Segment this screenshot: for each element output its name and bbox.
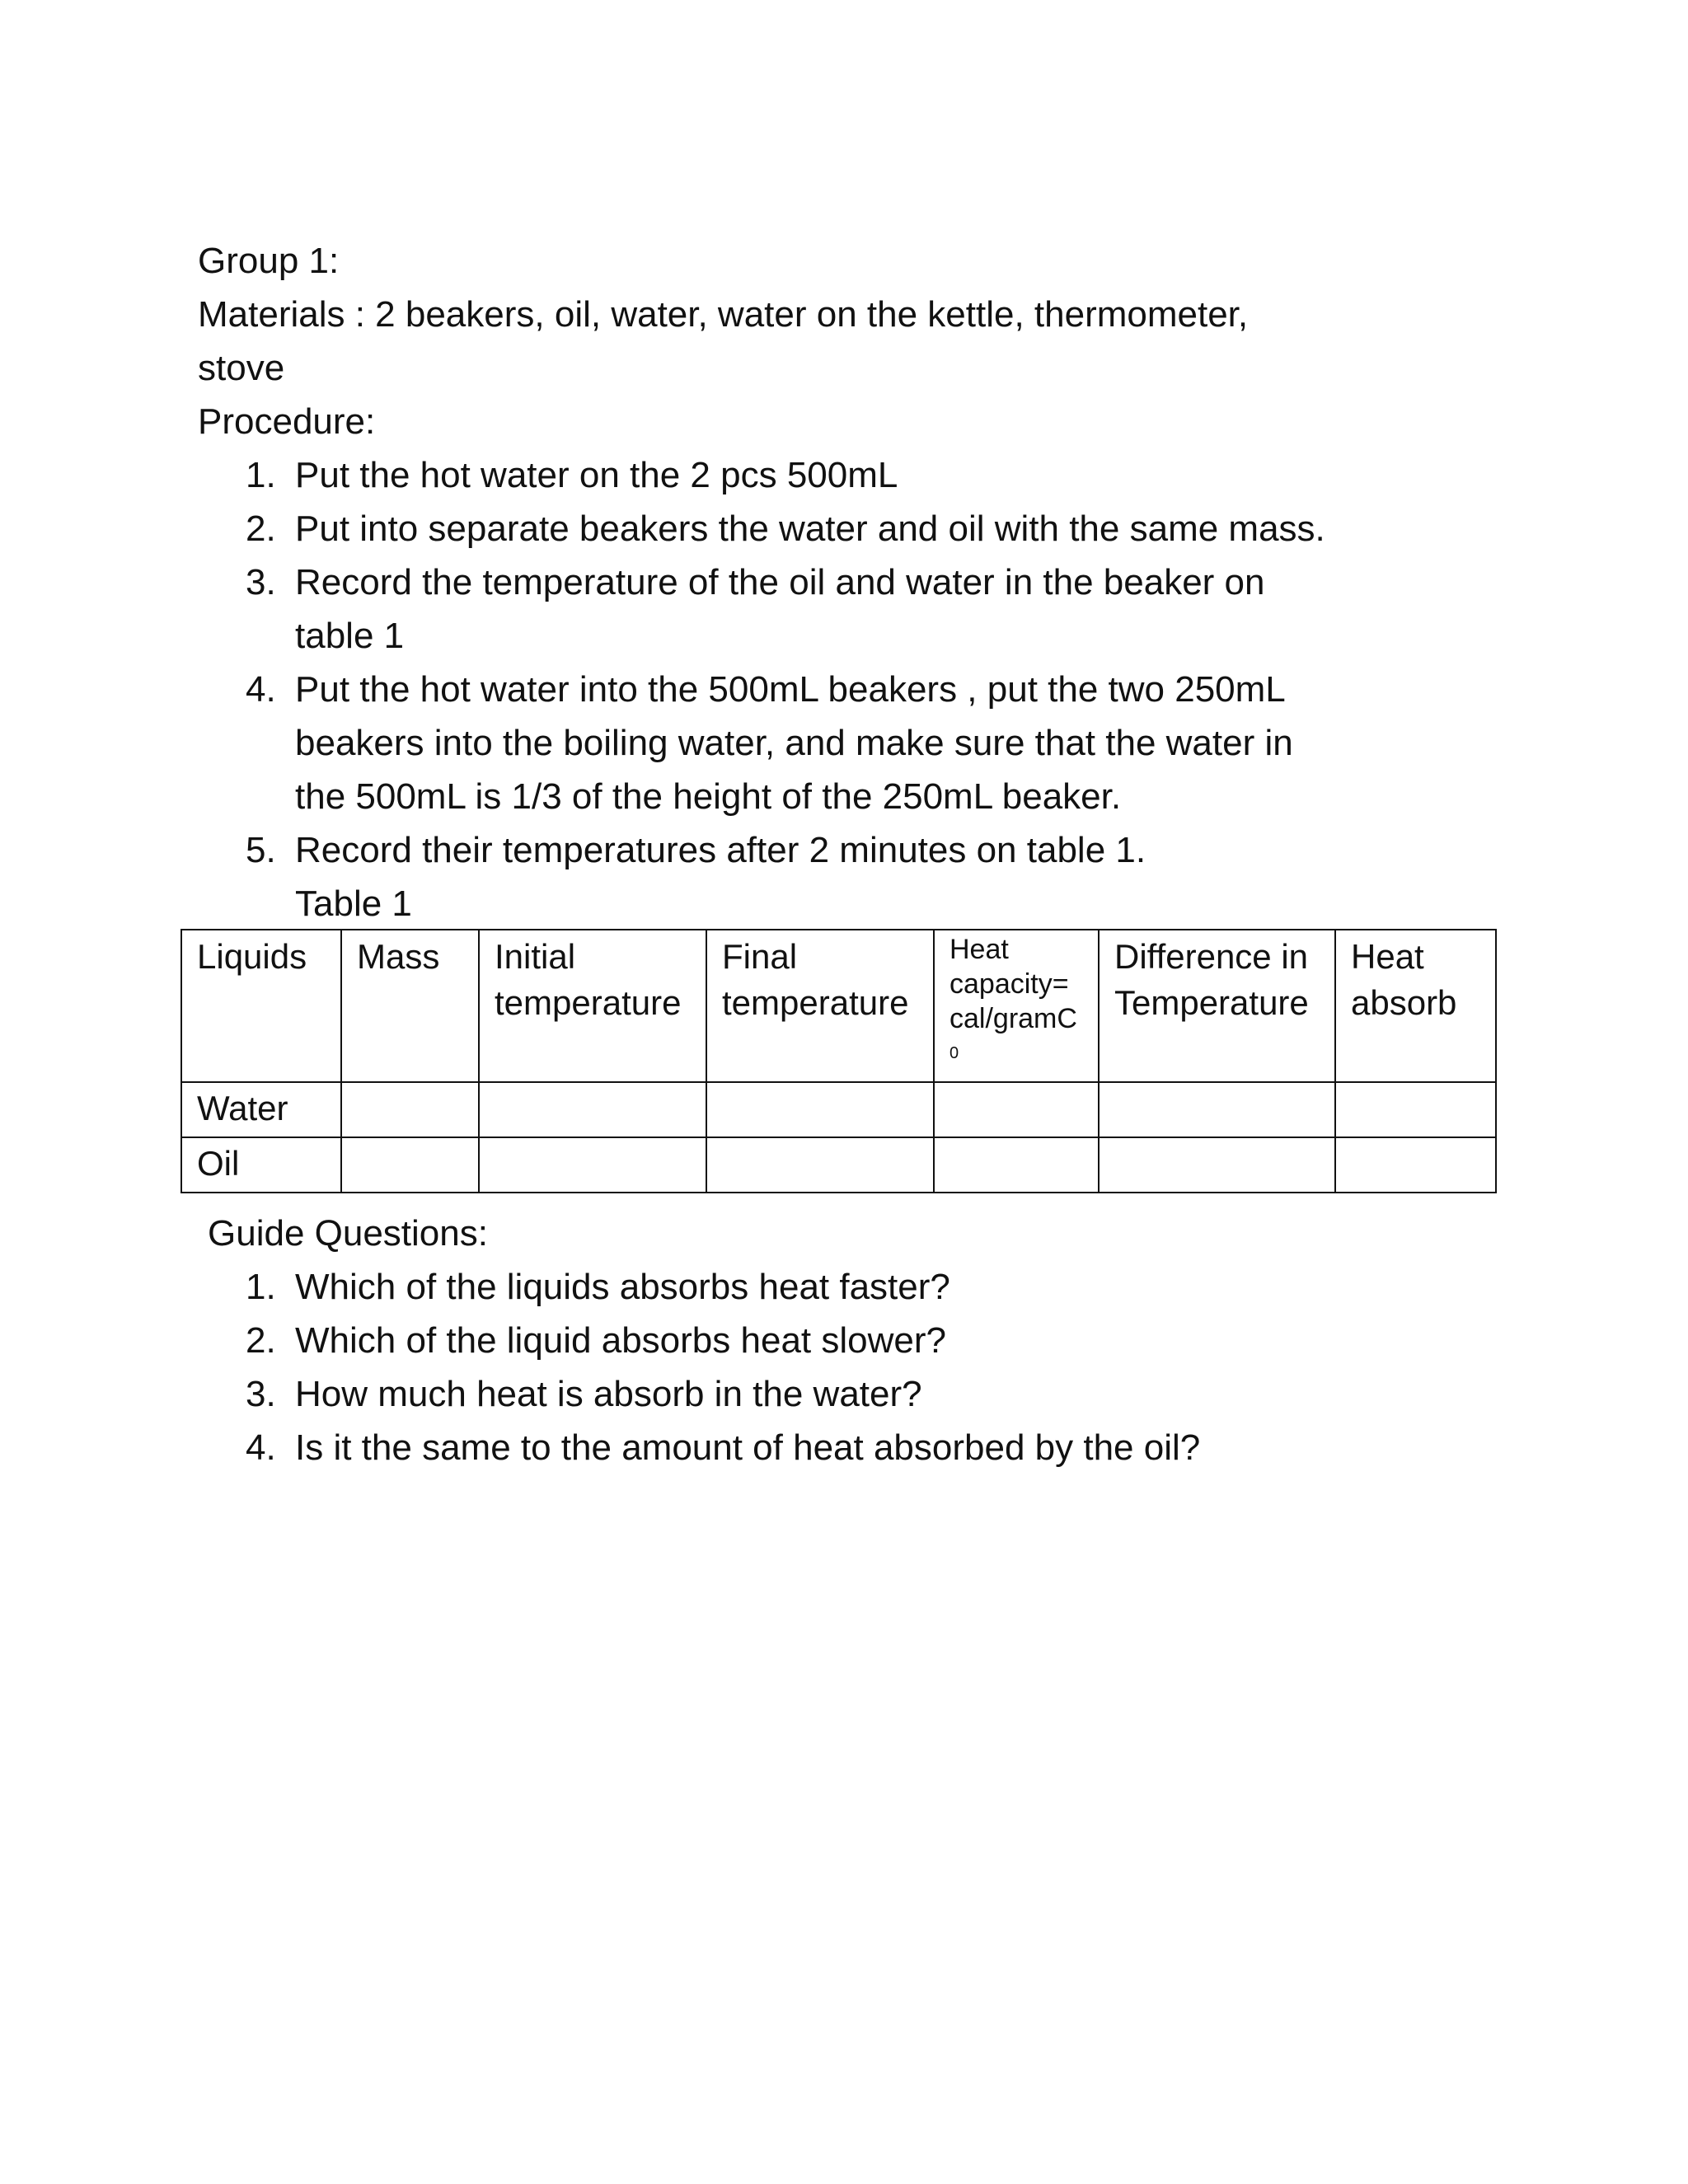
header-line: absorb (1351, 983, 1457, 1022)
empty-cell (1335, 1137, 1496, 1193)
table-row-water (181, 1082, 1496, 1137)
question-number: 2. (246, 1320, 276, 1361)
header-line: Heat (1351, 937, 1424, 976)
step-text: Put the hot water on the 2 pcs 500mL (295, 455, 898, 495)
empty-cell (1099, 1082, 1335, 1137)
row-label: Oil (181, 1137, 341, 1193)
step-text-continued: the 500mL is 1/3 of the height of the 250mL beaker. (295, 776, 1122, 817)
question-number: 3. (246, 1374, 276, 1414)
data-table (181, 929, 1497, 1193)
step-text-continued: table 1 (295, 616, 405, 656)
empty-cell (1099, 1137, 1335, 1193)
degree-superscript: 0 (950, 1044, 959, 1062)
question-text: Which of the liquid absorbs heat slower? (295, 1320, 946, 1361)
table-row-oil (181, 1137, 1496, 1193)
header-mass: Mass (341, 930, 479, 1082)
step-number: 4. (246, 669, 276, 710)
table-header-row (181, 930, 1496, 1082)
empty-cell (341, 1137, 479, 1193)
header-difference-in-temperature (1099, 930, 1335, 1082)
step-text: Put the hot water into the 500mL beakers , put the two 250mL (295, 669, 1286, 710)
question-text: How much heat is absorb in the water? (295, 1374, 922, 1414)
row-label: Water (181, 1082, 341, 1137)
step-number: 3. (246, 562, 276, 602)
step-text: Put into separate beakers the water and oil with the same mass. (295, 509, 1325, 549)
empty-cell (479, 1137, 706, 1193)
step-number: 2. (246, 509, 276, 549)
step-text: Record their temperatures after 2 minutes on table 1. (295, 830, 1146, 870)
empty-cell (934, 1082, 1099, 1137)
materials-line: Materials : 2 beakers, oil, water, water on the kettle, thermometer, (198, 294, 1249, 335)
empty-cell (706, 1137, 934, 1193)
question-text: Which of the liquids absorbs heat faster? (295, 1267, 950, 1307)
header-final-temperature (706, 930, 934, 1082)
header-heat-absorb (1335, 930, 1496, 1082)
empty-cell (706, 1082, 934, 1137)
header-liquids: Liquids (181, 930, 341, 1082)
header-line: Heat (950, 934, 1009, 965)
empty-cell (341, 1082, 479, 1137)
step-number: 5. (246, 830, 276, 870)
header-line: Initial (495, 937, 576, 976)
question-number: 4. (246, 1427, 276, 1468)
header-line: Final (722, 937, 798, 976)
header-line-unit (950, 1001, 1083, 1078)
materials-line-continued: stove (198, 348, 285, 388)
empty-cell (934, 1137, 1099, 1193)
unit-text: cal/gramC (950, 1003, 1077, 1034)
table-caption: Table 1 (295, 883, 412, 924)
header-line: temperature (495, 983, 682, 1022)
header-line: Difference in (1114, 937, 1309, 976)
step-text-continued: beakers into the boiling water, and make sure that the water in (295, 723, 1293, 763)
guide-questions-heading: Guide Questions: (208, 1213, 488, 1254)
procedure-heading: Procedure: (198, 401, 376, 442)
header-heat-capacity (934, 930, 1099, 1082)
question-number: 1. (246, 1267, 276, 1307)
step-number: 1. (246, 455, 276, 495)
step-text: Record the temperature of the oil and water in the beaker on (295, 562, 1265, 602)
empty-cell (1335, 1082, 1496, 1137)
empty-cell (479, 1082, 706, 1137)
header-initial-temperature (479, 930, 706, 1082)
group-heading: Group 1: (198, 241, 340, 281)
header-line: temperature (722, 983, 909, 1022)
header-line: Temperature (1114, 983, 1309, 1022)
question-text: Is it the same to the amount of heat absorbed by the oil? (295, 1427, 1201, 1468)
header-line: capacity= (950, 968, 1069, 1000)
